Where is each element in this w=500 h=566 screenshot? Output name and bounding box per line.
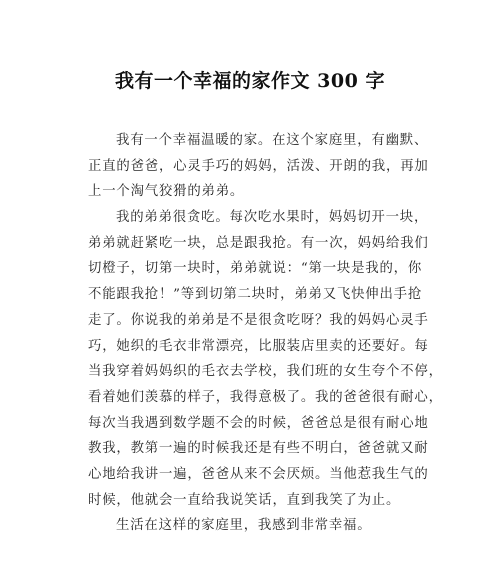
essay-line: 看着她们羡慕的样子，我得意极了。我的爸爸很有耐心，	[88, 389, 443, 405]
essay-line: 巧，她织的毛衣非常漂亮，比服装店里卖的还要好。每	[88, 338, 429, 354]
essay-body	[88, 128, 443, 539]
essay-line: 当我穿着妈妈织的毛衣去学校，我们班的女生夸个不停，	[88, 364, 443, 380]
essay-line: 我有一个幸福温暖的家。在这个家庭里，有幽默、	[116, 133, 429, 148]
document-title: 我有一个幸福的家作文 300 字	[115, 70, 385, 92]
essay-line: 不能跟我抢！”等到切第二块时，弟弟又飞快伸出手抢	[88, 287, 423, 303]
essay-line: 我的弟弟很贪吃。每次吃水果时，妈妈切开一块，	[116, 210, 429, 226]
essay-line: 弟弟就赶紧吃一块，总是跟我抢。有一次，妈妈给我们	[88, 235, 429, 251]
essay-line: 走了。你说我的弟弟是不是很贪吃呀？我的妈妈心灵手	[88, 312, 429, 328]
essay-line: 生活在这样的家庭里，我感到非常幸福。	[116, 518, 372, 534]
essay-line: 每次当我遇到数学题不会的时候，爸爸总是很有耐心地	[88, 415, 429, 431]
essay-line: 时候，他就会一直给我说笑话，直到我笑了为止。	[88, 492, 401, 508]
essay-line: 切橙子，切第一块时，弟弟就说：“第一块是我的，你	[88, 261, 423, 277]
essay-line: 正直的爸爸，心灵手巧的妈妈，活泼、开朗的我，再加	[88, 158, 429, 174]
essay-line: 上一个淘气狡猾的弟弟。	[88, 184, 245, 200]
essay-line: 教我，教第一遍的时候我还是有些不明白，爸爸就又耐	[88, 441, 429, 457]
essay-line: 心地给我讲一遍，爸爸从来不会厌烦。当他惹我生气的	[88, 466, 429, 482]
